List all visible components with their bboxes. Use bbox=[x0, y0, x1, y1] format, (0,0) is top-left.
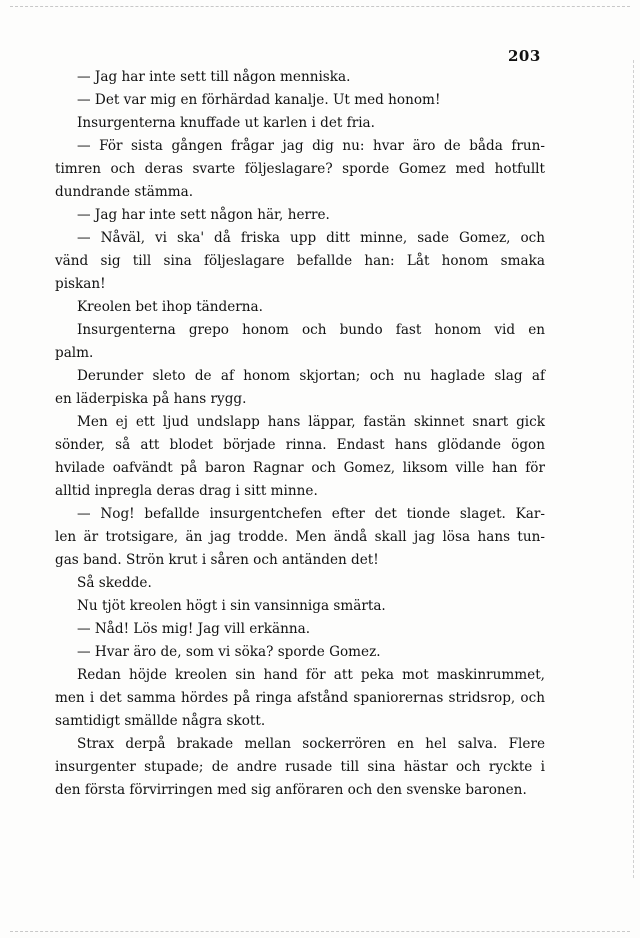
text-line: Nu tjöt kreolen högt i sin vansinniga smärta. bbox=[77, 598, 386, 614]
text-line: — Jag har inte sett till någon menniska. bbox=[77, 69, 351, 85]
text-line: Insurgenterna grepo honom och bundo fast honom vid en bbox=[77, 322, 545, 338]
text-line: gas band. Strön krut i såren och antänden det! bbox=[55, 552, 379, 568]
text-line: timren och deras svarte följeslagare? sporde Gomez med hotfullt bbox=[55, 161, 545, 177]
text-line: — Nog! befallde insurgentchefen efter det tionde slaget. Kar- bbox=[77, 506, 545, 522]
body-text bbox=[55, 66, 545, 802]
text-line: Strax derpå brakade mellan sockerrören en hel salva. Flere bbox=[77, 736, 545, 752]
text-line: len är trotsigare, än jag trodde. Men ändå skall jag lösa hans tun- bbox=[55, 529, 545, 545]
text-line: men i det samma hördes på ringa afstånd spaniorernas stridsrop, och bbox=[55, 690, 545, 706]
text-line: — För sista gången frågar jag dig nu: hvar äro de båda frun- bbox=[77, 138, 545, 154]
text-line: — Det var mig en förhärdad kanalje. Ut med honom! bbox=[77, 92, 441, 108]
text-line: vänd sig till sina följeslagare befallde han: Låt honom smaka bbox=[55, 253, 545, 269]
text-line: — Nåd! Lös mig! Jag vill erkänna. bbox=[77, 621, 311, 637]
text-line: Men ej ett ljud undslapp hans läppar, fastän skinnet snart gick bbox=[77, 414, 545, 430]
text-line: samtidigt smällde några skott. bbox=[55, 713, 266, 729]
text-line: — Nåväl, vi ska' då friska upp ditt minne, sade Gomez, och bbox=[77, 230, 545, 246]
scan-right-edge bbox=[633, 60, 634, 878]
text-line: hvilade oafvändt på baron Ragnar och Gomez, liksom ville han för bbox=[55, 460, 545, 476]
scan-top-edge bbox=[10, 6, 630, 7]
page-number: 203 bbox=[508, 47, 541, 65]
text-line: Redan höjde kreolen sin hand för att peka mot maskinrummet, bbox=[77, 667, 545, 683]
scan-bottom-edge bbox=[10, 931, 630, 932]
text-line: — Jag har inte sett någon här, herre. bbox=[77, 207, 330, 223]
text-line: dundrande stämma. bbox=[55, 184, 194, 200]
text-line: Kreolen bet ihop tänderna. bbox=[77, 299, 263, 315]
text-line: Derunder sleto de af honom skjortan; och nu haglade slag af bbox=[77, 368, 545, 384]
text-line: — Hvar äro de, som vi söka? sporde Gomez. bbox=[77, 644, 381, 660]
text-line: palm. bbox=[55, 345, 94, 361]
text-line: Så skedde. bbox=[77, 575, 152, 591]
text-line: den första förvirringen med sig anföraren och den svenske baronen. bbox=[55, 782, 527, 798]
text-line: sönder, så att blodet började rinna. Endast hans glödande ögon bbox=[55, 437, 545, 453]
text-line: insurgenter stupade; de andre rusade till sina hästar och ryckte i bbox=[55, 759, 545, 775]
text-line: Insurgenterna knuffade ut karlen i det fria. bbox=[77, 115, 375, 131]
text-line: piskan! bbox=[55, 276, 106, 292]
text-line: en läderpiska på hans rygg. bbox=[55, 391, 247, 407]
text-line: alltid inpregla deras drag i sitt minne. bbox=[55, 483, 318, 499]
